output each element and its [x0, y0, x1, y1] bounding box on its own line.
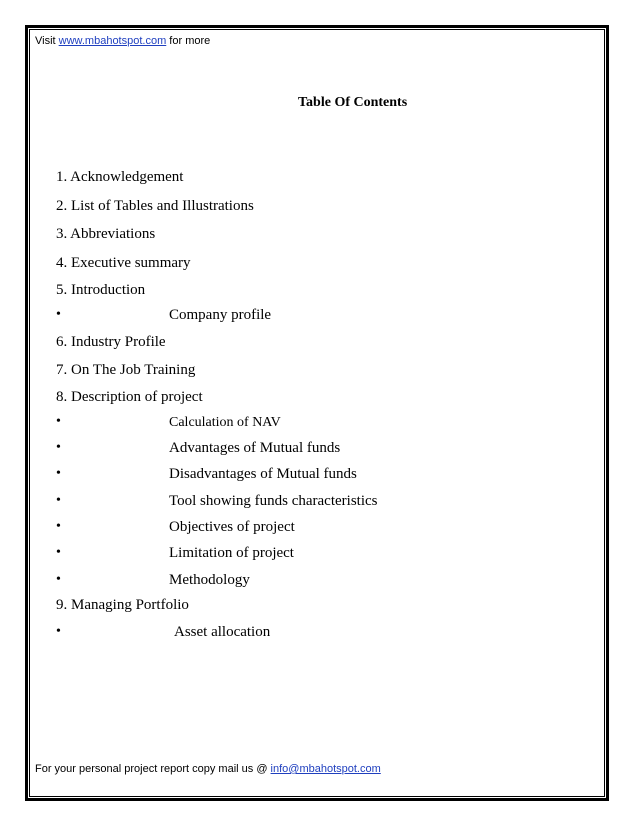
bullet-icon: •	[56, 519, 61, 534]
toc-item-on-the-job-training: 7. On The Job Training	[56, 362, 196, 378]
header-prefix: Visit	[35, 35, 59, 47]
page-title: Table Of Contents	[298, 95, 408, 110]
footer-email-link[interactable]: info@mbahotspot.com	[270, 763, 381, 775]
bullet-icon: •	[56, 624, 61, 639]
header-website-link[interactable]: www.mbahotspot.com	[58, 35, 167, 47]
toc-subitem-objectives: Objectives of project	[169, 519, 295, 535]
bullet-icon: •	[56, 572, 61, 587]
header-suffix: for more	[166, 35, 211, 47]
toc-item-description-of-project: 8. Description of project	[56, 389, 203, 405]
footer-note	[35, 763, 381, 775]
toc-subitem-limitation: Limitation of project	[169, 545, 294, 561]
toc-subitem-tool-showing-funds: Tool showing funds characteristics	[169, 493, 378, 509]
toc-subitem-company-profile: Company profile	[169, 307, 272, 323]
bullet-icon: •	[56, 466, 61, 481]
toc-subitem-calculation-of-nav: Calculation of NAV	[169, 415, 281, 430]
toc-item-managing-portfolio: 9. Managing Portfolio	[56, 597, 189, 613]
toc-item-introduction: 5. Introduction	[56, 282, 146, 298]
toc-item-industry-profile: 6. Industry Profile	[56, 334, 166, 350]
bullet-icon: •	[56, 493, 61, 508]
bullet-icon: •	[56, 414, 61, 429]
bullet-icon: •	[56, 307, 61, 322]
bullet-icon: •	[56, 545, 61, 560]
footer-prefix: For your personal project report copy mail us @	[35, 763, 271, 775]
toc-subitem-asset-allocation: Asset allocation	[174, 624, 271, 640]
header-note	[35, 35, 210, 47]
toc-item-list-of-tables: 2. List of Tables and Illustrations	[56, 198, 254, 214]
toc-item-abbreviations: 3. Abbreviations	[56, 226, 156, 242]
bullet-icon: •	[56, 440, 61, 455]
toc-subitem-disadvantages: Disadvantages of Mutual funds	[169, 466, 357, 482]
page-border-inner	[29, 29, 605, 797]
toc-subitem-advantages: Advantages of Mutual funds	[169, 440, 341, 456]
toc-item-acknowledgement: 1. Acknowledgement	[56, 169, 184, 185]
toc-subitem-methodology: Methodology	[169, 572, 250, 588]
toc-item-executive-summary: 4. Executive summary	[56, 255, 191, 271]
